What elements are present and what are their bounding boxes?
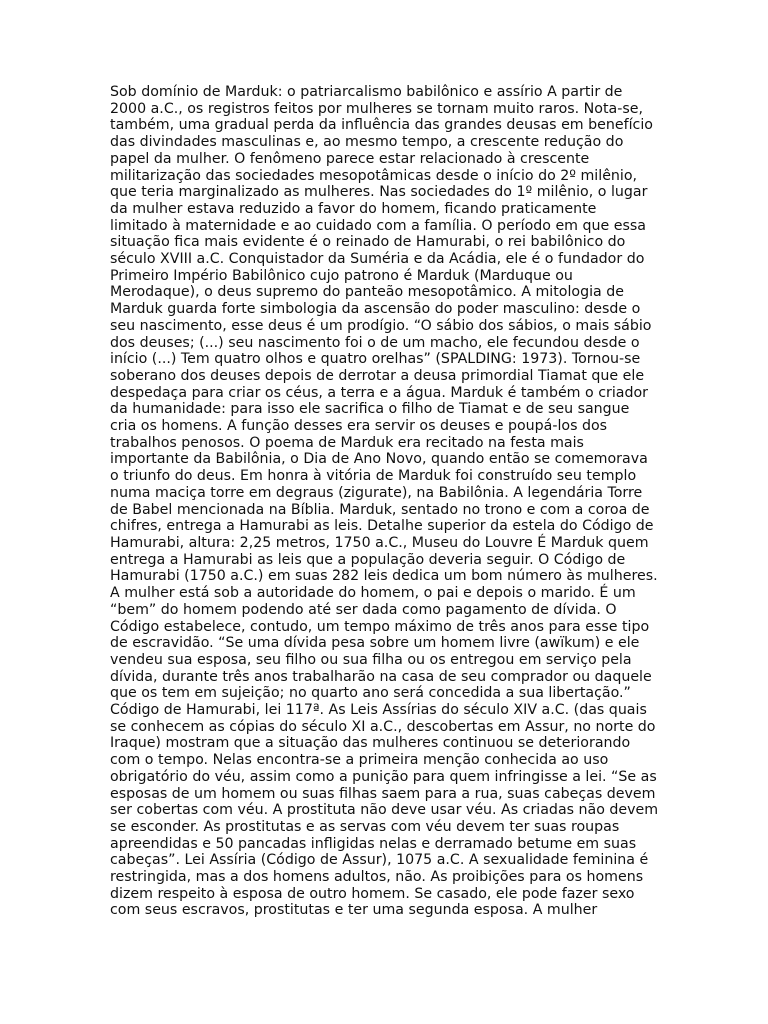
body-paragraph: Sob domínio de Marduk: o patriarcalismo babilônico e assírio A partir de 2000 a.C., os registros feitos por mulheres se tornam muito raros. Nota-se, também, uma gradual perda da influência das grandes deusas em benefício das divindades masculinas e, ao mesmo tempo, a crescente redução do papel da mulher. O fenômeno parece estar relacionado à crescente militarização das sociedades mesopotâmicas desde o início do 2º milênio, que teria marginalizado as mulheres. Nas sociedades do 1º milênio, o lugar da mulher estava reduzido a favor do homem, ficando praticamente limitado à maternidade e ao cuidado com a família. O período em que essa situação fica mais evidente é o reinado de Hamurabi, o rei babilônico do século XVIII a.C. Conquistador da Suméria e da Acádia, ele é o fundador do Primeiro Império Babilônico cujo patrono é Marduk (Marduque ou Merodaque), o deus supremo do panteão mesopotâmico. A mitologia de Marduk guarda forte simbologia da ascensão do poder masculino: desde o seu nascimento, esse deus é um prodígio. “O sábio dos sábios, o mais sábio dos deuses; (...) seu nascimento foi o de um macho, ele fecundou desde o início (...) Tem quatro olhos e quatro orelhas” (SPALDING: 1973). Tornou-se soberano dos deuses depois de derrotar a deusa primordial Tiamat que ele despedaça para criar os céus, a terra e a água. Marduk é também o criador da humanidade: para isso ele sacrifica o filho de Tiamat e de seu sangue cria os homens. A função desses era servir os deuses e poupá-los dos trabalhos penosos. O poema de Marduk era recitado na festa mais importante da Babilônia, o Dia de Ano Novo, quando então se comemorava o triunfo do deus. Em honra à vitória de Marduk foi construído seu templo numa maciça torre em degraus (zigurate), na Babilônia. A legendária Torre de Babel mencionada na Bíblia. Marduk, sentado no trono e com a coroa de chifres, entrega a Hamurabi as leis. Detalhe superior da estela do Código de Hamurabi, altura: 2,25 metros, 1750 a.C., Museu do Louvre É Marduk quem entrega a Hamurabi as leis que a população deveria seguir. O Código de Hamurabi (1750 a.C.) em suas 282 leis dedica um bom número às mulheres. A mulher está sob a autoridade do homem, o pai e depois o marido. É um “bem” do homem podendo até ser dada como pagamento de dívida. O Código estabelece, contudo, um tempo máximo de três anos para esse tipo de escravidão. “Se uma dívida pesa sobre um homem livre (awïkum) e ele vendeu sua esposa, seu filho ou sua filha ou os entregou em serviço pela dívida, durante três anos trabalharão na casa de seu comprador ou daquele que os tem em sujeição; no quarto ano será concedida a sua libertação.” Código de Hamurabi, lei 117ª. As Leis Assírias do século XIV a.C. (das quais se conhecem as cópias do século XI a.C., descobertas em Assur, no norte do Iraque) mostram que a situação das mulheres continuou se deteriorando com o tempo. Nelas encontra-se a primeira menção conhecida ao uso obrigatório do véu, assim como a punição para quem infringisse a lei. “Se as esposas de um homem ou suas filhas saem para a rua, suas cabeças devem ser cobertas com véu. A prostituta não deve usar véu. As criadas não devem se esconder. As prostitutas e as servas com véu devem ter suas roupas apreendidas e 50 pancadas infligidas nelas e derramado betume em suas cabeças”. Lei Assíria (Código de Assur), 1075 a.C. A sexualidade feminina é restringida, mas a dos homens adultos, não. As proibições para os homens dizem respeito à esposa de outro homem. Se casado, ele pode fazer sexo com seus escravos, prostitutas e ter uma segunda esposa. A mulher [110,84,659,919]
